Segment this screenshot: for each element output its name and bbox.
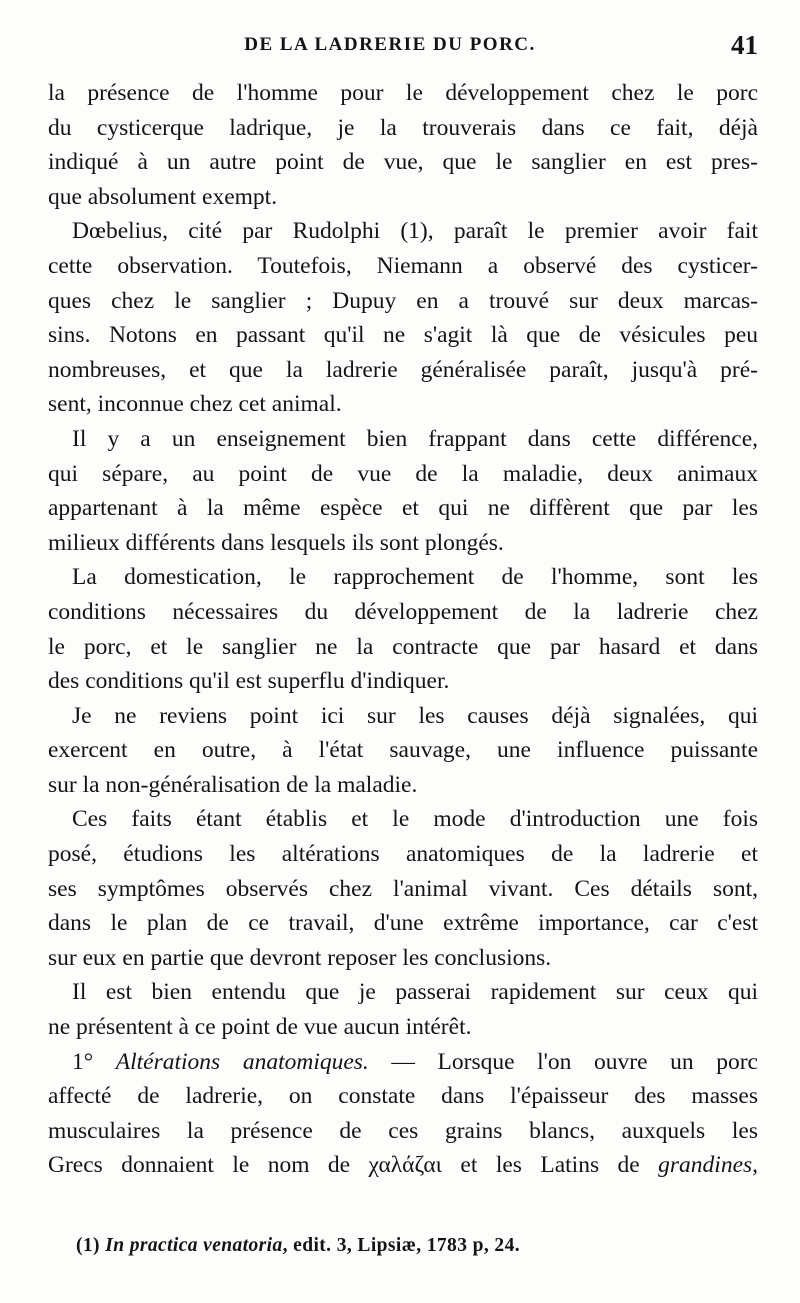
text-line: affecté de ladrerie, on constate dans l'épaisseur des masses (48, 1083, 758, 1110)
text-line: ques chez le sanglier ; Dupuy en a trouvé sur deux marcas- (48, 287, 758, 314)
text-line: posé, étudions les altérations anatomiques de la ladrerie et (48, 841, 758, 868)
text-line: nombreuses, et que la ladrerie généralisée paraît, jusqu'à pré- (48, 356, 758, 383)
text-line: sent, inconnue chez cet animal. (48, 391, 342, 418)
latin-term: grandines (658, 1152, 753, 1179)
text-line: appartenant à la même espèce et qui ne diffèrent que par les (48, 495, 758, 522)
text-line: sur la non-généralisation de la maladie. (48, 771, 418, 798)
footnote (76, 1235, 752, 1257)
text-line: exercent en outre, à l'état sauvage, une influence puissante (48, 737, 758, 764)
body-text (48, 76, 758, 1183)
text-line: qui sépare, au point de vue de la maladie, deux animaux (48, 460, 758, 487)
text-line: ne présentent à ce point de vue aucun intérêt. (48, 1014, 472, 1041)
final-pre: Grecs donnaient le nom de (48, 1152, 369, 1179)
text-line: Il est bien entendu que je passerai rapidement sur ceux qui (72, 979, 758, 1006)
text-line: cette observation. Toutefois, Niemann a observé des cysticer- (48, 252, 758, 279)
text-line: Dœbelius, cité par Rudolphi (1), paraît le premier avoir fait (72, 218, 758, 245)
text-line: musculaires la présence de ces grains blancs, auxquels les (48, 1117, 758, 1144)
text-line: La domestication, le rapprochement de l'homme, sont les (72, 564, 758, 591)
text-line: dans le plan de ce travail, d'une extrême importance, car c'est (48, 910, 758, 937)
text-line: Je ne reviens point ici sur les causes déjà signalées, qui (72, 702, 758, 729)
final-end: , (752, 1152, 758, 1179)
page-header (48, 30, 758, 64)
text-line: milieux différents dans lesquels ils sont plongés. (48, 529, 504, 556)
text-line: que absolument exempt. (48, 183, 278, 210)
footnote-rest: , edit. 3, Lipsiæ, 1783 p, 24. (282, 1235, 520, 1256)
section-title: Altérations anatomiques. (115, 1048, 369, 1075)
running-title: DE LA LADRERIE DU PORC. (244, 34, 536, 55)
text-line: Ces faits étant établis et le mode d'introduction une fois (72, 806, 758, 833)
text-line: ses symptômes observés chez l'animal vivant. Ces détails sont, (48, 875, 758, 902)
text-line: sur eux en partie que devront reposer les conclusions. (48, 944, 552, 971)
final-mid: et les Latins de (442, 1152, 659, 1179)
page-number: 41 (731, 30, 758, 60)
text-line: conditions nécessaires du développement de la ladrerie chez (48, 598, 758, 625)
greek-term: χαλάζαι (368, 1152, 442, 1179)
section-lead: — Lorsque l'on ouvre un porc (368, 1048, 758, 1075)
text-line-final (48, 1148, 758, 1183)
text-line: Il y a un enseignement bien frappant dans cette différence, (72, 425, 758, 452)
text-line: le porc, et le sanglier ne la contracte que par hasard et dans (48, 633, 758, 660)
text-line: sins. Notons en passant qu'il ne s'agit là que de vésicules peu (48, 322, 758, 349)
text-line: la présence de l'homme pour le développement chez le porc (48, 80, 758, 106)
text-line: indiqué à un autre point de vue, que le sanglier en est pres- (48, 149, 758, 176)
section-heading-line (48, 1045, 758, 1080)
footnote-marker: (1) (76, 1235, 100, 1256)
footnote-title: In practica venatoria (105, 1235, 283, 1256)
text-line: des conditions qu'il est superflu d'indiquer. (48, 668, 450, 695)
text-line: du cysticerque ladrique, je la trouverais dans ce fait, déjà (48, 114, 758, 141)
section-number: 1° (72, 1048, 94, 1075)
